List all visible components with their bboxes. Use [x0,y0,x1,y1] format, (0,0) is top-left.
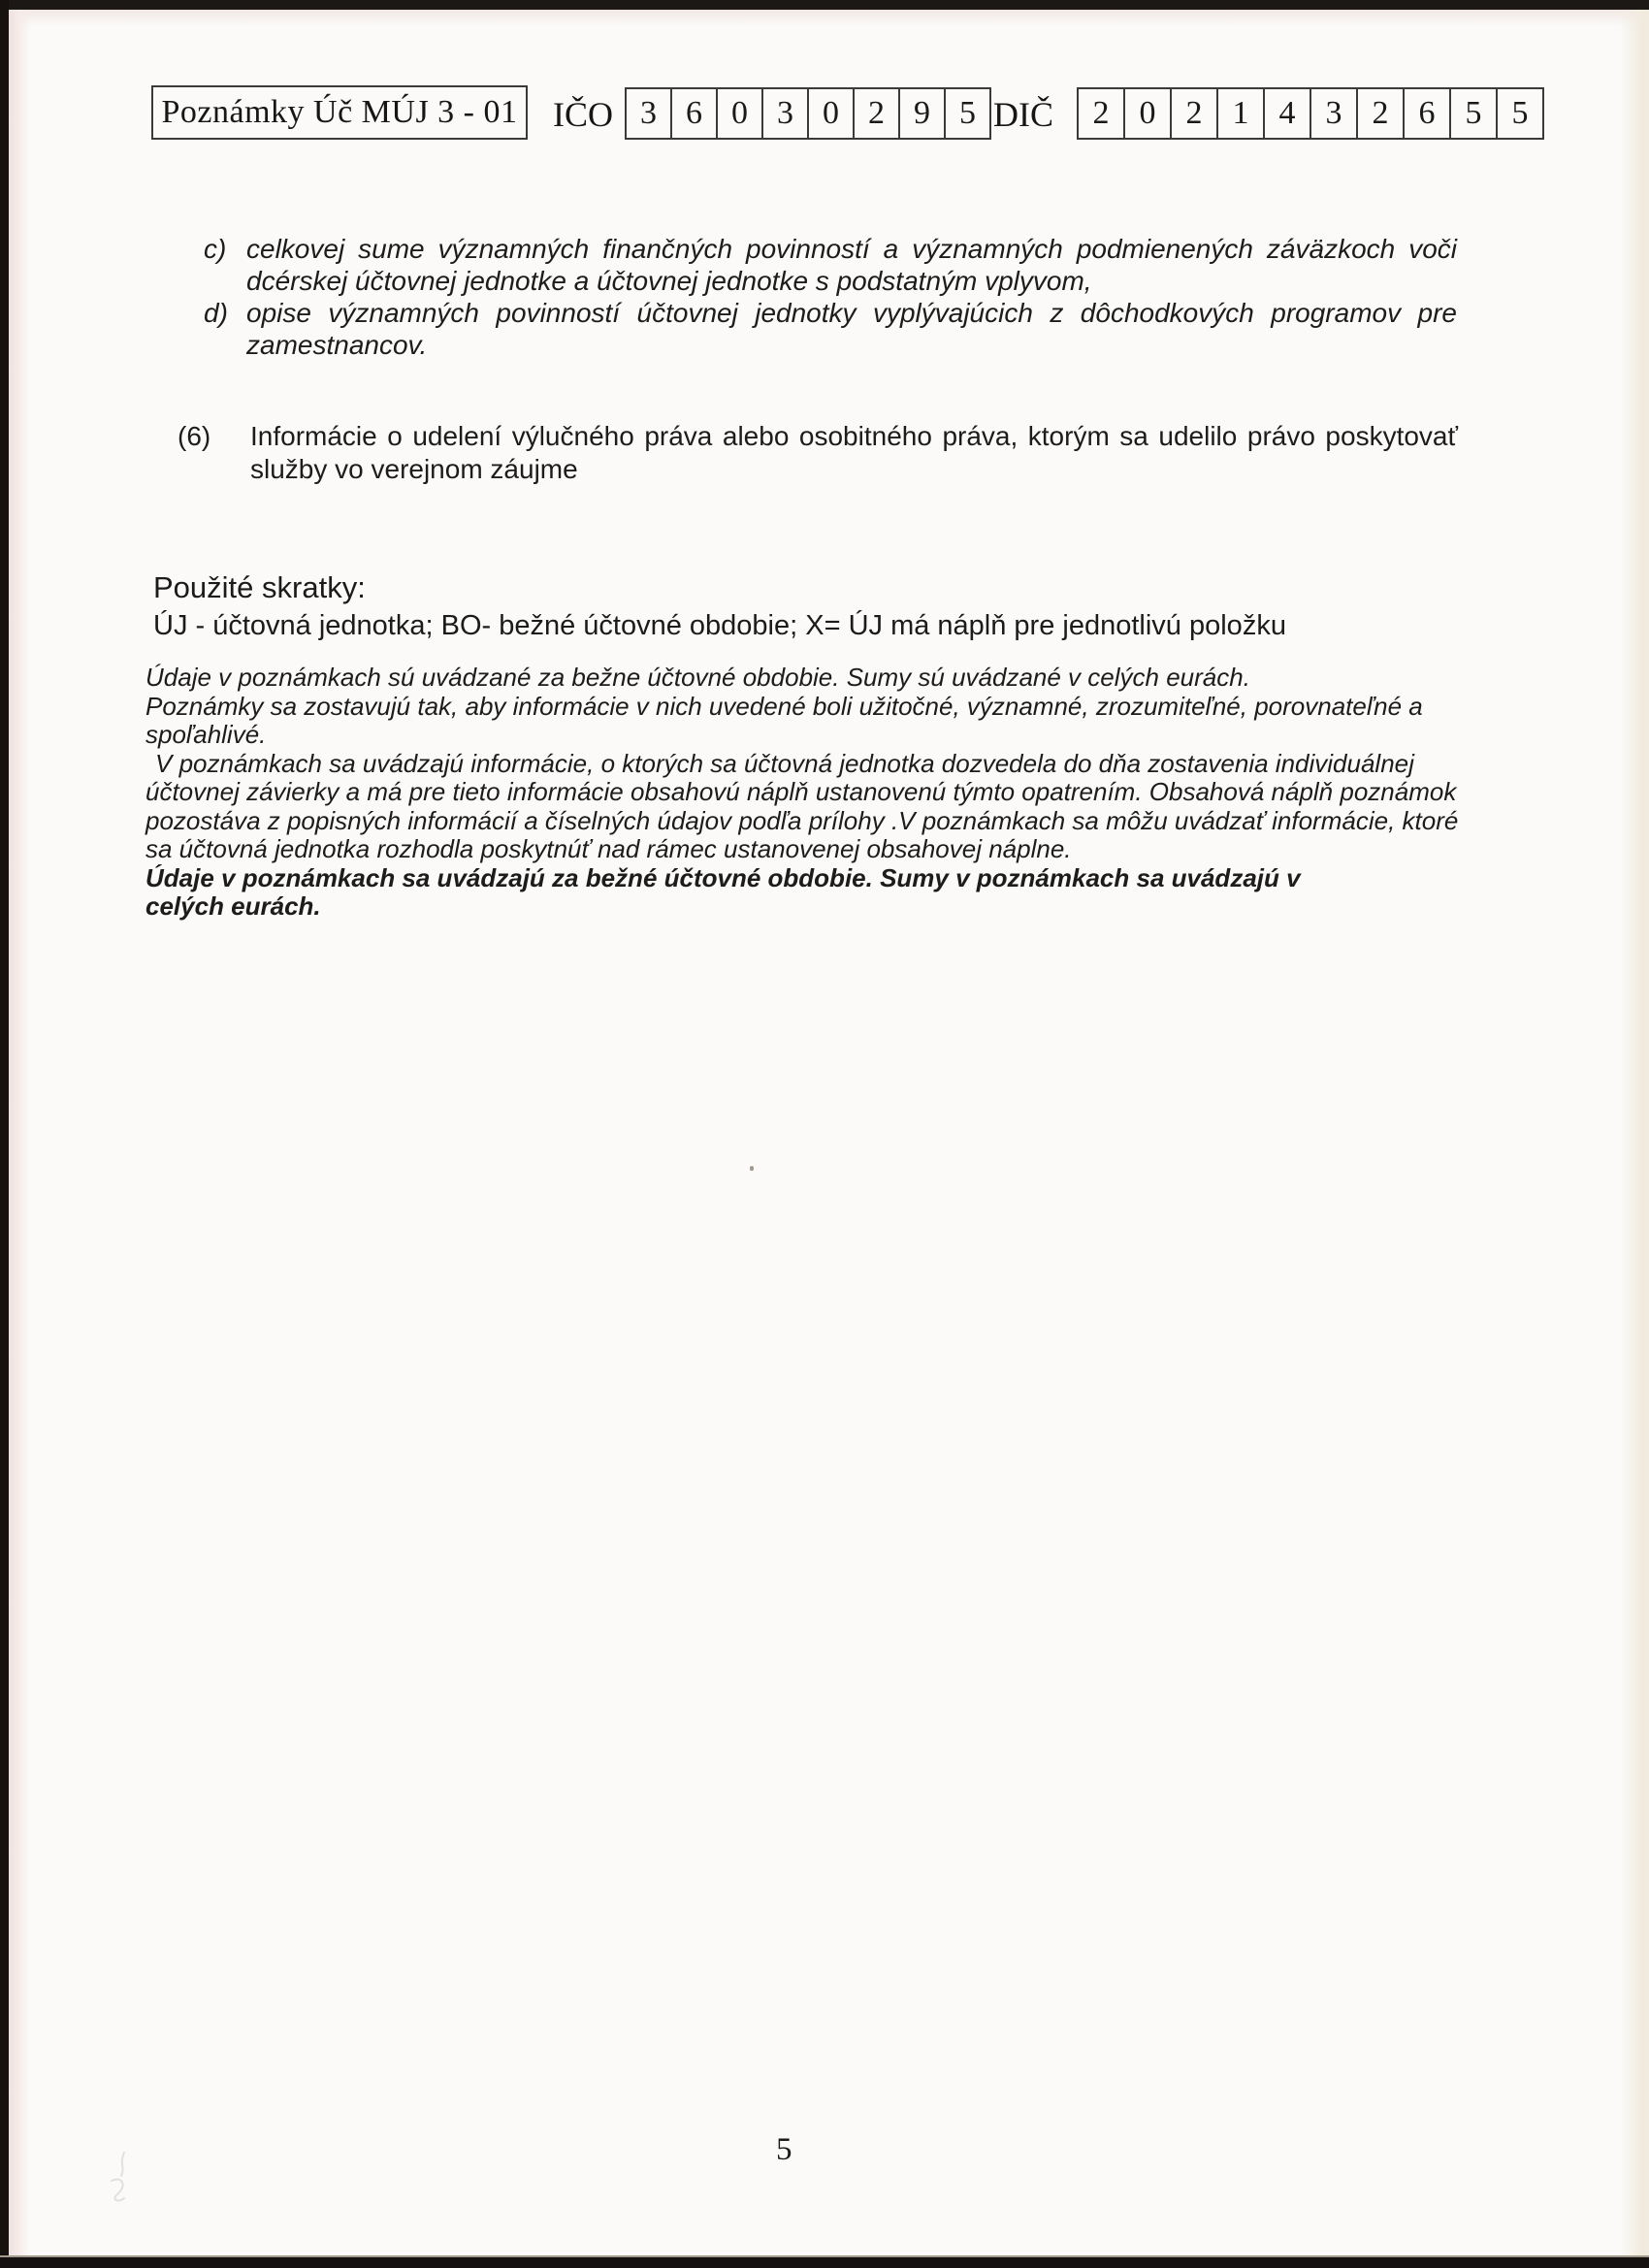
scan-top-shadow [9,10,1649,27]
abbreviations-line: ÚJ - účtovná jednotka; BO- bežné účtovné obdobie; X= ÚJ má náplň pre jednotlivú položku [153,610,1286,641]
dic-digit-cell: 0 [1125,89,1172,138]
scan-edge-top [0,0,1649,10]
pencil-mark [105,2150,147,2212]
dic-digit-cell: 2 [1079,89,1125,138]
list-item-c [204,233,1457,297]
notes-paragraph: V poznámkach sa uvádzajú informácie, o ktorých sa účtovná jednotka dozvedela do dňa zostavenia individuálnej účtovnej závierky a má pre tieto informácie obsahovú náplň ustanovenú týmto opatrením. Obsahová náplň poznámok pozostáva z popisných informácií a číselných údajov podľa prílohy .V poznámkach sa môžu uvádzať informácie, ktoré sa účtovná jednotka rozhodla poskytnúť nad rámec ustanovenej obsahovej náplne. [146,748,1459,863]
dic-digit-cell: 2 [1358,89,1405,138]
section-6 [178,420,1458,486]
page-left-edge [9,10,30,2257]
ico-label: IČO [553,95,613,134]
notes-paragraph: Poznámky sa zostavujú tak, aby informácie v nich uvedené boli užitočné, významné, zrozumiteľné, porovnateľné a spoľahlivé. [146,691,1423,749]
scan-edge-left [0,0,9,2268]
ico-digit-cell: 0 [809,89,855,138]
dic-digit-boxes [1077,87,1544,140]
scan-edge-bottom [0,2257,1649,2268]
ico-digit-cell: 6 [672,89,718,138]
list-item-label: c) [204,234,227,264]
ico-digit-cell: 2 [855,89,900,138]
dic-digit-cell: 6 [1405,89,1451,138]
dic-label: DIČ [993,95,1053,134]
dic-digit-cell: 3 [1311,89,1358,138]
dic-digit-cell: 5 [1451,89,1498,138]
section-6-number: (6) [178,421,211,451]
notes-paragraph: Údaje v poznámkach sú uvádzané za bežne účtovné obdobie. Sumy sú uvádzané v celých eurách. [146,663,1250,692]
form-title: Poznámky Úč MÚJ 3 - 01 [161,94,518,130]
list-item-label: d) [204,298,228,328]
form-title-box [151,85,528,140]
ico-digit-cell: 0 [718,89,763,138]
dic-digit-cell: 5 [1511,95,1529,131]
list-item-text: celkovej sume významných finančných povinností a významných podmienených záväzkoch voči dcérskej účtovnej jednotke a účtovnej jednotke s podstatným vplyvom, [246,234,1457,296]
ico-digit-boxes [625,87,991,140]
notes-block [146,664,1476,922]
list-c-d [204,233,1457,361]
list-item-d [204,297,1457,361]
dic-digit-cell: 1 [1218,89,1265,138]
dic-digit-cell: 4 [1265,89,1311,138]
page-number: 5 [776,2132,792,2167]
dic-digit-cell: 2 [1172,89,1218,138]
ico-digit-cell: 9 [900,89,946,138]
scan-speck [750,1166,754,1171]
abbreviations-title: Použité skratky: [153,570,366,604]
ico-digit-cell: 3 [627,89,672,138]
notes-paragraph-bold: Údaje v poznámkach sa uvádzajú za bežné účtovné obdobie. Sumy v poznámkach sa uvádzajú v celých eurách. [146,862,1301,921]
list-item-text: opise významných povinností účtovnej jednotky vyplývajúcich z dôchodkových programov pre zamestnancov. [246,298,1457,360]
ico-digit-cell: 5 [959,95,976,131]
section-6-text: Informácie o udelení výlučného práva alebo osobitného práva, ktorým sa udelilo právo poskytovať služby vo verejnom záujme [250,421,1458,484]
ico-digit-cell: 3 [763,89,809,138]
page-right-edge [1620,10,1649,2257]
